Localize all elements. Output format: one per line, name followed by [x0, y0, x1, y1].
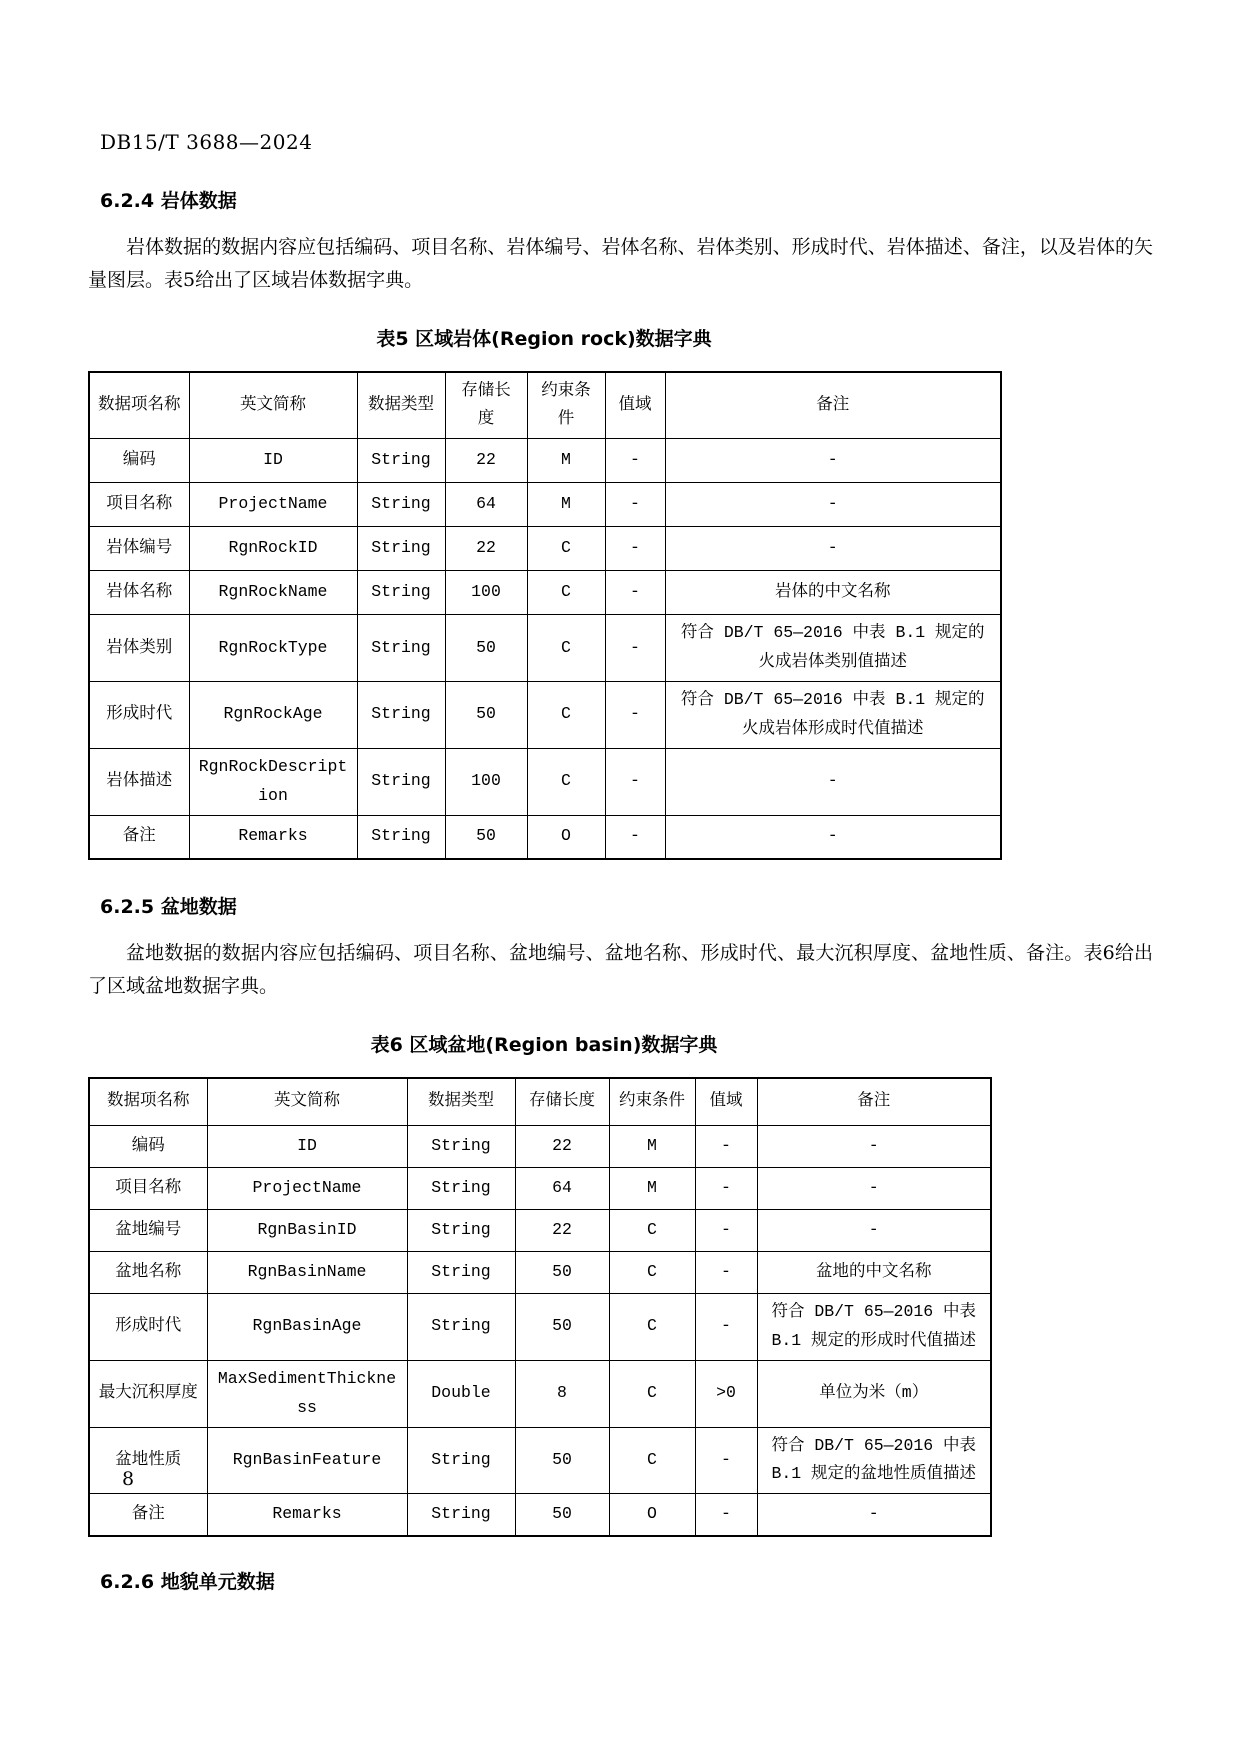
table-cell: O	[609, 1494, 695, 1536]
column-header: 英文简称	[207, 1078, 407, 1126]
table-cell: 盆地编号	[89, 1210, 207, 1252]
table-cell: 50	[515, 1494, 609, 1536]
table-cell: -	[695, 1294, 757, 1361]
table6-title: 表6 区域盆地(Region basin)数据字典	[370, 1033, 718, 1056]
table-cell: 项目名称	[89, 1168, 207, 1210]
table-cell: -	[605, 682, 665, 749]
table-cell: 形成时代	[89, 682, 189, 749]
table-cell: 50	[515, 1294, 609, 1361]
table-cell: 岩体的中文名称	[665, 571, 1001, 615]
table5-region-rock	[88, 371, 1002, 861]
table-cell: String	[407, 1168, 515, 1210]
table-row	[89, 1252, 991, 1294]
section-heading-626: 6.2.6 地貌单元数据	[100, 1570, 275, 1593]
table-row	[89, 1427, 991, 1494]
column-header: 数据类型	[407, 1078, 515, 1126]
table-row	[89, 1126, 991, 1168]
table-cell: -	[695, 1427, 757, 1494]
table-cell: String	[357, 615, 445, 682]
table-row	[89, 1294, 991, 1361]
table-cell: C	[527, 682, 605, 749]
table-cell: C	[609, 1427, 695, 1494]
table-cell: ProjectName	[207, 1168, 407, 1210]
table-cell: 编码	[89, 439, 189, 483]
table-cell: -	[605, 815, 665, 859]
table-cell: RgnRockID	[189, 527, 357, 571]
table-cell: -	[605, 748, 665, 815]
table-cell: -	[695, 1494, 757, 1536]
column-header: 英文简称	[189, 372, 357, 439]
table-cell: C	[527, 571, 605, 615]
table-cell: 符合 DB/T 65—2016 中表 B.1 规定的火成岩体形成时代值描述	[665, 682, 1001, 749]
table-cell: 岩体类别	[89, 615, 189, 682]
table-cell: 100	[445, 571, 527, 615]
table-row	[89, 439, 1001, 483]
table-cell: 64	[445, 483, 527, 527]
table-cell: 50	[445, 615, 527, 682]
table-cell: String	[357, 682, 445, 749]
column-header: 备注	[757, 1078, 991, 1126]
table-cell: String	[407, 1126, 515, 1168]
table-cell: String	[357, 439, 445, 483]
table-cell: Double	[407, 1360, 515, 1427]
table-cell: 岩体描述	[89, 748, 189, 815]
column-header: 存储长度	[445, 372, 527, 439]
table-cell: 编码	[89, 1126, 207, 1168]
section-625-paragraph: 盆地数据的数据内容应包括编码、项目名称、盆地编号、盆地名称、形成时代、最大沉积厚度、盆地性质、备注。表6给出了区域盆地数据字典。	[88, 942, 1153, 998]
table-cell: 64	[515, 1168, 609, 1210]
table-cell: 50	[515, 1252, 609, 1294]
section-heading-624: 6.2.4 岩体数据	[100, 190, 237, 212]
table-cell: Remarks	[189, 815, 357, 859]
section-heading-625: 6.2.5 盆地数据	[100, 896, 237, 918]
table-cell: RgnRockAge	[189, 682, 357, 749]
table-cell: String	[357, 815, 445, 859]
table-cell: String	[357, 571, 445, 615]
table-cell: 盆地名称	[89, 1252, 207, 1294]
table-cell: 8	[515, 1360, 609, 1427]
column-header: 数据类型	[357, 372, 445, 439]
table-cell: 100	[445, 748, 527, 815]
table-row	[89, 1360, 991, 1427]
table-cell: 符合 DB/T 65—2016 中表 B.1 规定的盆地性质值描述	[757, 1427, 991, 1494]
table-cell: C	[527, 527, 605, 571]
table-cell: C	[609, 1210, 695, 1252]
table-cell: -	[665, 439, 1001, 483]
table-cell: String	[407, 1294, 515, 1361]
table-cell: -	[665, 748, 1001, 815]
table-cell: -	[605, 483, 665, 527]
table-row	[89, 571, 1001, 615]
table-cell: RgnBasinAge	[207, 1294, 407, 1361]
table-cell: RgnRockName	[189, 571, 357, 615]
table5-body	[89, 439, 1001, 859]
table-row	[89, 682, 1001, 749]
table6-body	[89, 1126, 991, 1536]
table-cell: RgnBasinName	[207, 1252, 407, 1294]
table-cell: ID	[207, 1126, 407, 1168]
table-row	[89, 1494, 991, 1536]
table-cell: O	[527, 815, 605, 859]
table-cell: 岩体编号	[89, 527, 189, 571]
table-cell: -	[695, 1126, 757, 1168]
column-header: 约束条件	[609, 1078, 695, 1126]
table-row	[89, 1210, 991, 1252]
table-cell: String	[407, 1210, 515, 1252]
table-cell: 22	[515, 1126, 609, 1168]
table-cell: -	[695, 1210, 757, 1252]
table-cell: M	[609, 1126, 695, 1168]
table5-header-row	[89, 372, 1001, 439]
table-row	[89, 1168, 991, 1210]
table-cell: 备注	[89, 1494, 207, 1536]
table-cell: -	[757, 1168, 991, 1210]
table-cell: RgnBasinFeature	[207, 1427, 407, 1494]
column-header: 备注	[665, 372, 1001, 439]
table-cell: String	[357, 483, 445, 527]
table-cell: String	[357, 527, 445, 571]
table6-region-basin	[88, 1077, 992, 1537]
table-cell: -	[605, 527, 665, 571]
table-cell: 22	[445, 527, 527, 571]
page-number: 8	[122, 1468, 135, 1490]
column-header: 存储长度	[515, 1078, 609, 1126]
table-cell: 22	[515, 1210, 609, 1252]
table-cell: 符合 DB/T 65—2016 中表 B.1 规定的形成时代值描述	[757, 1294, 991, 1361]
table-row	[89, 748, 1001, 815]
table-cell: 符合 DB/T 65—2016 中表 B.1 规定的火成岩体类别值描述	[665, 615, 1001, 682]
column-header: 值域	[605, 372, 665, 439]
table6-header-row	[89, 1078, 991, 1126]
table-cell: 盆地性质	[89, 1427, 207, 1494]
table-cell: -	[665, 527, 1001, 571]
table-cell: ID	[189, 439, 357, 483]
table-cell: String	[407, 1252, 515, 1294]
table5-title: 表5 区域岩体(Region rock)数据字典	[376, 327, 712, 350]
table-cell: -	[695, 1252, 757, 1294]
table-cell: -	[665, 483, 1001, 527]
table-cell: 50	[515, 1427, 609, 1494]
table-cell: 备注	[89, 815, 189, 859]
table-cell: 50	[445, 815, 527, 859]
table-cell: RgnBasinID	[207, 1210, 407, 1252]
table-cell: -	[757, 1210, 991, 1252]
table-cell: 项目名称	[89, 483, 189, 527]
table-cell: String	[357, 748, 445, 815]
table-row	[89, 483, 1001, 527]
table-row	[89, 815, 1001, 859]
table-cell: -	[757, 1494, 991, 1536]
table-cell: RgnRockDescription	[189, 748, 357, 815]
table-cell: C	[527, 615, 605, 682]
table-cell: 最大沉积厚度	[89, 1360, 207, 1427]
document-number: DB15/T 3688—2024	[100, 130, 313, 154]
table-row	[89, 527, 1001, 571]
column-header: 数据项名称	[89, 1078, 207, 1126]
table-cell: String	[407, 1427, 515, 1494]
table-cell: MaxSedimentThickness	[207, 1360, 407, 1427]
table-cell: 岩体名称	[89, 571, 189, 615]
table-cell: ProjectName	[189, 483, 357, 527]
table-cell: M	[527, 483, 605, 527]
column-header: 数据项名称	[89, 372, 189, 439]
table-cell: M	[527, 439, 605, 483]
table-cell: -	[605, 571, 665, 615]
table-cell: >0	[695, 1360, 757, 1427]
table-cell: -	[605, 439, 665, 483]
table-cell: C	[609, 1294, 695, 1361]
section-624-paragraph: 岩体数据的数据内容应包括编码、项目名称、岩体编号、岩体名称、岩体类别、形成时代、岩体描述、备注，以及岩体的矢量图层。表5给出了区域岩体数据字典。	[88, 236, 1153, 292]
table-cell: C	[609, 1360, 695, 1427]
table-cell: -	[665, 815, 1001, 859]
table-cell: RgnRockType	[189, 615, 357, 682]
table-cell: 22	[445, 439, 527, 483]
table-cell: M	[609, 1168, 695, 1210]
table-cell: C	[609, 1252, 695, 1294]
table-cell: String	[407, 1494, 515, 1536]
table-cell: -	[605, 615, 665, 682]
column-header: 值域	[695, 1078, 757, 1126]
table-cell: 单位为米（m）	[757, 1360, 991, 1427]
table-row	[89, 615, 1001, 682]
table-cell: 形成时代	[89, 1294, 207, 1361]
table-cell: -	[757, 1126, 991, 1168]
column-header: 约束条件	[527, 372, 605, 439]
table-cell: -	[695, 1168, 757, 1210]
table-cell: C	[527, 748, 605, 815]
table-cell: 盆地的中文名称	[757, 1252, 991, 1294]
table-cell: 50	[445, 682, 527, 749]
table-cell: Remarks	[207, 1494, 407, 1536]
